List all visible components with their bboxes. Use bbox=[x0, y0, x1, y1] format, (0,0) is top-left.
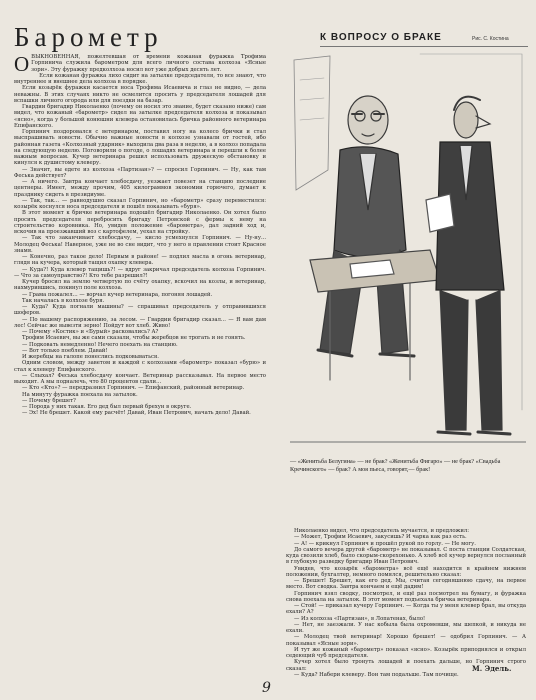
page-number: 9 bbox=[262, 680, 271, 696]
paragraph: Горпинич взял сводку, посмотрел, и ещё раз посмотрел на бумагу, и фуражка снова поехала на затылок. В этот момент подъехала бричка ветеринара. bbox=[286, 590, 526, 603]
author-signature: М. Эдель. bbox=[472, 664, 512, 673]
paragraph: — Грама пожалел... — ворчал кучер ветеринара, погоняя лошадей. bbox=[22, 291, 213, 298]
paragraph: — По вашему распоряжению, за лесом. — Гвардии бригадир сказал... — Я вам дам лес! Сейчас же вывезти зерно! Пойдут вот хлеб. Живо! bbox=[14, 316, 266, 329]
two-men-bookkeeper-illustration bbox=[290, 50, 526, 450]
paragraph: — А! — крикнул Горпинич и прошёл рукой по горлу. — Не могу. bbox=[294, 540, 476, 547]
paragraph: Гвардии бригадир Николаенко (почему он носил это звание, будет сказано ниже) сам видел, что кожаный «барометр» сидел на затылке председателя колхоза и показывал «ясно», когда у большой конюшни клевера остановилась бричка районного ветеринара Епифанского. bbox=[14, 104, 266, 129]
paragraph: — Конечно, раз такое дело! Первым в районе! — подлил масла в огонь ветеринар, глядя на кучера, который тащил охапку клевера. bbox=[14, 254, 266, 267]
paragraph: — Порода у них такая. Его дед был первый брехун в округе. bbox=[22, 404, 192, 410]
paragraph: Если кожаная фуражка лихо сидит на затылке председателя, то все знают, что внутреннее и внешнее дела колхоза в порядке. bbox=[14, 72, 266, 85]
paragraph: В этот момент к бричке ветеринара подошёл бригадир Николаенко. Он хотел было просить председателя перебросить бригаду Петровской с фермы к нему на строительство коровника. Но, увидев положение «барометра», дал задний ход и, вскочив на проезжавший воз с картофелем, уехал на стройку. bbox=[14, 210, 266, 235]
paragraph: — Почему брешет? bbox=[22, 397, 76, 404]
paragraph: — Подковать немедленно! Нечего поехать на станцию. bbox=[22, 341, 178, 348]
paragraph: Трофим Исаевич, вы же сами сказали, чтобы жеребцов не трогать и не гонять. bbox=[22, 335, 246, 342]
illustration-caption: — «Женитьба Белугина» — не брак? «Женитьба Фигаро» — не брак? «Свадьба Кречинского» — брак? А моя пьеса, говорят,— брак! bbox=[290, 458, 501, 473]
paragraph: Если козырёк фуражки касается носа Трофима Исаевича и глаз не видно, — дела неважны. В этих случаях никто не осмелится просить у председателя лошадей для вспашки личного огорода или для поездки на базар. bbox=[14, 85, 266, 104]
paragraph: До самого вечера другой «барометр» не показывал. С поста станции Солдатская, куда свозили хлеб, было скорым-скорехонько. А хлеб всё кучер вернулся посланный в глубокую разведку бригадир Иван Петрович. bbox=[286, 546, 526, 566]
paragraph: — Так что заканчивает хлебосдачу, — кисло усмехнулся Горпинич. — Ну-ну... Молодец Феська! Наверное, уже не во сне видит, что у него в правлении стоит Красное знамя. bbox=[14, 235, 266, 254]
drop-cap: О bbox=[14, 54, 30, 76]
paragraph: — Куда? Куда погнали машины? — спрашивал председатель у отправившихся шоферов. bbox=[14, 304, 266, 317]
paragraph: Одним словом, между заветом и каждой с колхозами «барометр» показал «бурю» и стал к клеверу Епифанского. bbox=[14, 360, 266, 373]
paragraph: — Вот только поеблем. Давай! bbox=[22, 347, 108, 354]
paragraph: Увидев, что козырёк «барометра» всё ещё находится в крайнем нижнем положении, бухгалтер, немного помялся, решительно сказал: bbox=[286, 565, 526, 578]
paragraph: — Куда? Набери клеверу. Вон там подальше. Там почище. bbox=[294, 671, 459, 678]
paragraph: Так началась в колхозе буря. bbox=[22, 297, 105, 304]
paragraph: Николаенко видел, что председатель мучается, и предложил: bbox=[294, 528, 470, 534]
paragraph: — А ничего. Завтра кончает хлебосдачу, уезжает повезет на станцию последние центнеры. Имеет, между прочим, 405 килограммов экономии горючего, думает к празднику сидеть в президиуме. bbox=[14, 179, 266, 198]
paragraph: — Нет, не заезжали. У нас кобыла была охромевши, мы шепкой, и никуда не ехали. bbox=[286, 621, 526, 634]
article-left-column bbox=[14, 54, 266, 678]
paragraph: — Куда?! Куда клевер тащишь?! — вдруг закричал председатель колхоза Горпинич. — Что за самоуправство?! Кто тебе разрешил?! bbox=[14, 266, 266, 279]
article-title: Барометр bbox=[14, 22, 163, 52]
rubric-heading: К ВОПРОСУ О БРАКЕ bbox=[320, 32, 442, 43]
paragraph: — Из колхоза «Партизан», в Лопатенах, было! bbox=[294, 615, 426, 622]
paragraph: — Молодец твой ветеринар! Хорошо брешет! — одобрил Горпинич. — А показывал «Ясные зори». bbox=[286, 634, 526, 647]
lead-paragraph: ОВЫКНОВЕННАЯ, пожелтевшая от времени кожаная фуражка Трофима Горпинича служила барометром для всего личного состава колхоза «Ясные зори». Эту фуражку предколхоза носил вот уже добрых десять лет. bbox=[14, 54, 266, 76]
illustration-credit: Рис. С. Костина bbox=[472, 36, 509, 42]
paragraph: — Кто «Кто»? — передразнил Горпинич. — Епифанский, районный ветеринар. bbox=[22, 385, 245, 392]
paragraph: — Так, так... — равнодушно сказал Горпинич, но «барометр» сразу переместился: козырёк коснулся носа председателя и пошёл показывать «буря». bbox=[14, 197, 266, 210]
header-rule bbox=[320, 46, 528, 47]
paragraph: — Слыхал? Феська хлебосдачу кончает. Ветеринар рассказывал. На первое место выходит. А мы подналечь, что 80 процентов сдали... bbox=[14, 372, 266, 385]
paragraph: — Значит, вы едете из колхоза «Партизан»? — спросил Горпинич. — Ну, как там Феська действует? bbox=[14, 166, 266, 179]
paragraph: — Почему «Костик» и «Бурый» расковались? А? bbox=[22, 329, 159, 335]
paragraph: На минуту фуражка поехала на затылок. bbox=[22, 391, 138, 398]
paragraph: И тут же кожаный «барометр» показал «ясно». Козырёк приподнялся и открыл седеющий чуб председателя. bbox=[286, 646, 526, 659]
paragraph: — Эх! Не брешет. Какой ему расчёт! Давай, Иван Петрович, начать дело! Давай. bbox=[22, 410, 251, 417]
paragraph: — Может, Трофим Исаевич, закусишь? И чарка как раз есть. bbox=[294, 534, 467, 541]
paragraph: — Брешет! Брешет, как его дед. Мы, считая сегодняшнюю сдачу, на первое место. Вот сводка. Завтра кончаем и ещё дадим! bbox=[286, 578, 526, 591]
paragraph: Кучер хотел было тронуть лошадей и поехать дальше, но Горпинич строго сказал: bbox=[286, 659, 526, 672]
article-right-column bbox=[286, 528, 526, 678]
paragraph: — Стой! — приказал кучеру Горпинич. — Когда ты у меня клевер брал, вы откуда ехали? А? bbox=[286, 603, 526, 616]
paragraph: И жеребцы на галопе понеслись подковываться. bbox=[22, 354, 159, 360]
paragraph: Кучер бросил на землю четвертую по счёту охапку, вскочил на козлы, и ветеринар, нахмурившись, покинул поле колхоза. bbox=[14, 279, 266, 292]
paragraph: Горпинич поздоровался с ветеринаром, поставил ногу на колесо брички и стал выспрашивать новости. Обычно важные новости в колхозе узнавали от гостей, ибо районная газета «Колхозный ударник» выходила два раза в неделю, а в колхоз попадала на следующую неделю. Поговорили о погоде, о лошадях ветеринара и перешли к более важным вопросам. Кучер ветеринара решил использовать дружескую обстановку и кинулся к душистому клеверу. bbox=[14, 129, 266, 167]
